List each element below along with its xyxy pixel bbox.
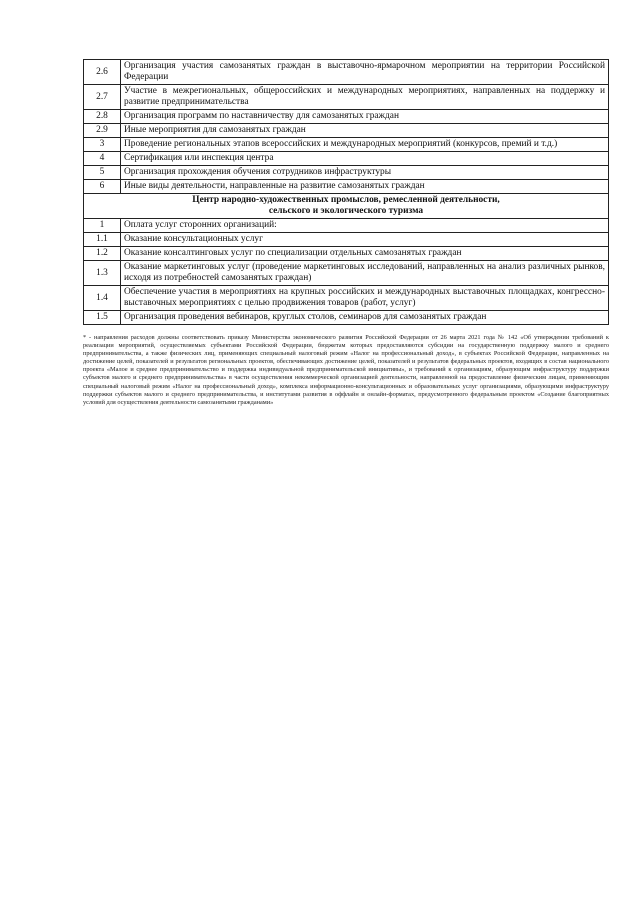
section-heading-line-2: сельского и экологического туризма <box>268 206 424 216</box>
table-row <box>84 152 609 166</box>
row-text: Организация программ по наставничеству для самозанятых граждан <box>121 110 609 124</box>
row-text: Оказание маркетинговых услуг (проведение маркетинговых исследований, направленных на анализ различных рынков, исходя из потребностей самозанятых граждан) <box>121 261 609 286</box>
document-page <box>83 59 609 407</box>
row-text: Участие в межрегиональных, общероссийских и международных мероприятиях, направленных на поддержку и развитие предпринимательства <box>121 85 609 110</box>
footnote: * - направления расходов должны соответствовать приказу Министерства экономического развития Российской Федерации от 26 марта 2021 года № 142 «Об утверждении требований к реализации мероприятий, осуществляемых субъектами Российской Федерации, бюджетам которых предоставляются субсидии на государственную поддержку малого и среднего предпринимательства, а также физических лиц, применяющих специальный налоговый режим «Налог на профессиональный доход», в субъектах Российской Федерации, направленных на достижение целей, показателей и результатов региональных проектов, обеспечивающих достижение целей, показателей и результатов федеральных проектов, входящих в состав национального проекта «Малое и среднее предпринимательство и поддержка индивидуальной предпринимательской инициативы», и требований к организациям, образующим инфраструктуру поддержки субъектов малого и среднего предпринимательства» в части осуществления некоммерческой организацией деятельности, направленной на предоставление физическим лицам, применяющим специальный налоговый режим «Налог на профессиональный доход», комплекса информационно-консультационных и образовательных услуг организациями, образующими инфраструктуру поддержки субъектов малого и среднего предпринимательства, и институтами развития в оффлайн и онлайн-форматах, предусмотренного федеральным проектом «Создание благоприятных условий для осуществления деятельности самозанятыми гражданами» <box>83 334 609 406</box>
table-row <box>84 124 609 138</box>
section-heading-cell <box>84 194 609 219</box>
row-text: Обеспечение участия в мероприятиях на крупных российских и международных выставочных площадках, конгрессно-выставочных мероприятиях с целью продвижения товаров (работ, услуг) <box>121 286 609 311</box>
row-number: 2.9 <box>84 124 121 138</box>
table-row <box>84 110 609 124</box>
table-row <box>84 180 609 194</box>
row-number: 3 <box>84 138 121 152</box>
table-row <box>84 233 609 247</box>
row-text: Организация прохождения обучения сотрудников инфраструктуры <box>121 166 609 180</box>
section-heading-line-1: Центр народно-художественных промыслов, ремесленной деятельности, <box>192 195 500 205</box>
table-row <box>84 286 609 311</box>
table-body-bottom <box>84 219 609 325</box>
table-row <box>84 219 609 233</box>
row-number: 1.4 <box>84 286 121 311</box>
table-row <box>84 311 609 325</box>
row-number: 1.3 <box>84 261 121 286</box>
section-heading-body <box>84 194 609 219</box>
row-number: 6 <box>84 180 121 194</box>
table-row <box>84 261 609 286</box>
expense-directions-table <box>83 59 609 325</box>
row-text: Иные мероприятия для самозанятых граждан <box>121 124 609 138</box>
row-number: 5 <box>84 166 121 180</box>
row-text: Оказание консультационных услуг <box>121 233 609 247</box>
section-heading-row <box>84 194 609 219</box>
row-text: Проведение региональных этапов всероссийских и международных мероприятий (конкурсов, премий и т.д.) <box>121 138 609 152</box>
row-text: Иные виды деятельности, направленные на развитие самозанятых граждан <box>121 180 609 194</box>
table-row <box>84 166 609 180</box>
row-text: Оплата услуг сторонних организаций: <box>121 219 609 233</box>
row-number: 2.8 <box>84 110 121 124</box>
table-row <box>84 247 609 261</box>
table-row <box>84 138 609 152</box>
row-number: 1.5 <box>84 311 121 325</box>
row-text: Сертификация или инспекция центра <box>121 152 609 166</box>
row-number: 2.6 <box>84 60 121 85</box>
row-text: Оказание консалтинговых услуг по специализации отдельных самозанятых граждан <box>121 247 609 261</box>
row-number: 1 <box>84 219 121 233</box>
row-number: 1.1 <box>84 233 121 247</box>
table-row <box>84 60 609 85</box>
row-text: Организация участия самозанятых граждан в выставочно-ярмарочном мероприятии на территории Российской Федерации <box>121 60 609 85</box>
table-row <box>84 85 609 110</box>
row-number: 1.2 <box>84 247 121 261</box>
row-number: 2.7 <box>84 85 121 110</box>
row-number: 4 <box>84 152 121 166</box>
table-body-top <box>84 60 609 194</box>
row-text: Организация проведения вебинаров, круглых столов, семинаров для самозанятых граждан <box>121 311 609 325</box>
